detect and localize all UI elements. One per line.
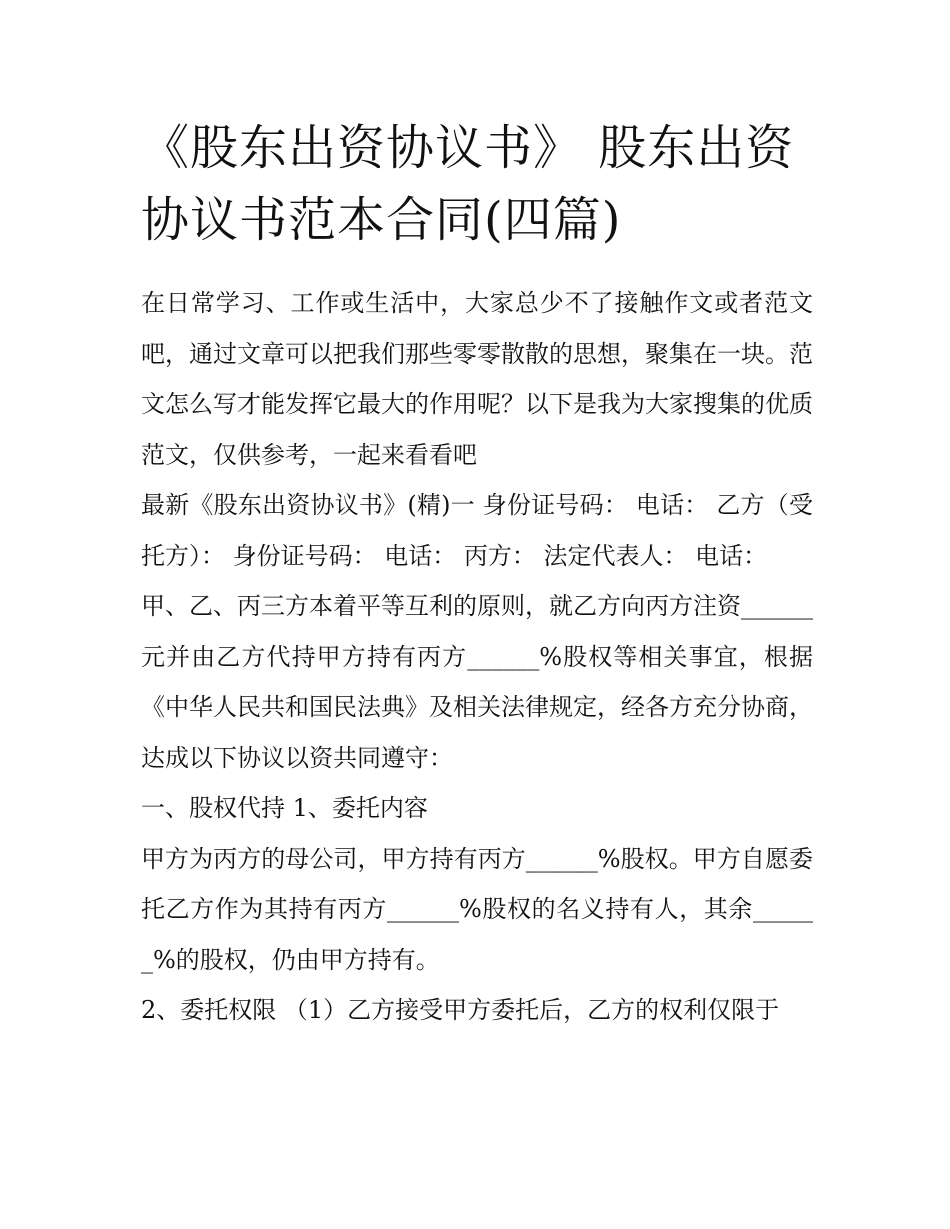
document-title: 《股东出资协议书》 股东出资协议书范本合同(四篇) bbox=[141, 120, 795, 248]
paragraph-entrustment-authority: 2、委托权限 （1）乙方接受甲方委托后，乙方的权利仅限于 bbox=[141, 996, 780, 1024]
paragraph-parties: 最新《股东出资协议书》(精)一 身份证号码： 电话： 乙方（受托方）： 身份证号码： 电话： 丙方： 法定代表人： 电话： bbox=[141, 491, 813, 570]
paragraph-entrustment-content: 甲方为丙方的母公司，甲方持有丙方______%股权。甲方自愿委托乙方作为其持有丙方______%股权的名义持有人，其余______%的股权，仍由甲方持有。 bbox=[141, 844, 813, 974]
paragraph-intro: 在日常学习、工作或生活中，大家总少不了接触作文或者范文吧，通过文章可以把我们那些零零散散的思想，聚集在一块。范文怎么写才能发挥它最大的作用呢？以下是我为大家搜集的优质范文，仅供参考，一起来看看吧 bbox=[141, 289, 813, 469]
document-body bbox=[141, 278, 813, 1036]
document-page bbox=[141, 112, 813, 1036]
paragraph-preamble: 甲、乙、丙三方本着平等互利的原则，就乙方向丙方注资______元并由乙方代持甲方持有丙方______%股权等相关事宜，根据《中华人民共和国民法典》及相关法律规定，经各方充分协商，达成以下协议以资共同遵守： bbox=[141, 592, 813, 772]
section-heading-equity-holding: 一、股权代持 1、委托内容 bbox=[141, 794, 428, 822]
